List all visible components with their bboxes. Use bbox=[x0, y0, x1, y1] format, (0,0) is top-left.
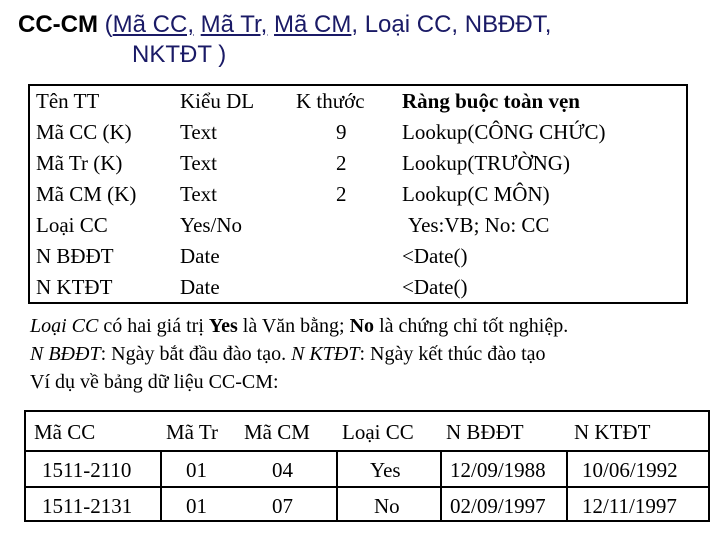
table-cell: No bbox=[374, 494, 400, 518]
schema-table bbox=[28, 84, 688, 304]
schema-cell: 2 bbox=[336, 182, 347, 206]
schema-cell: Lookup(CÔNG CHỨC) bbox=[402, 120, 606, 144]
schema-header-type: Kiểu DL bbox=[180, 89, 255, 113]
schema-cell: Mã CM (K) bbox=[36, 182, 137, 206]
page-title bbox=[18, 10, 708, 70]
header-cell: Mã Tr bbox=[166, 420, 218, 444]
term-n-bddt: N BĐĐT bbox=[30, 343, 101, 365]
title-attrs: , Loại CC, NBĐĐT, bbox=[351, 11, 552, 38]
schema-header-name: Tên TT bbox=[36, 89, 100, 113]
schema-cell: Yes:VB; No: CC bbox=[408, 213, 550, 237]
table-cell: 1511-2131 bbox=[42, 494, 133, 518]
header-cell: Mã CC bbox=[34, 420, 96, 444]
schema-cell: Date bbox=[180, 244, 220, 268]
schema-col-constraint bbox=[402, 86, 606, 303]
title-key-ma-tr: Mã Tr, bbox=[200, 11, 268, 38]
table-cell: 07 bbox=[272, 494, 293, 518]
schema-cell: 2 bbox=[336, 151, 347, 175]
desc-text: là Văn bằng; bbox=[237, 315, 350, 337]
schema-cell: Lookup(C MÔN) bbox=[402, 182, 550, 206]
term-no: No bbox=[349, 315, 375, 337]
title-line2: NKTĐT ) bbox=[132, 41, 227, 68]
table-cell: 04 bbox=[272, 458, 293, 482]
schema-cell: Loại CC bbox=[36, 213, 108, 237]
schema-col-type bbox=[180, 86, 254, 303]
table-header-row bbox=[26, 414, 708, 450]
schema-cell: Yes/No bbox=[180, 213, 243, 237]
schema-cell: 9 bbox=[336, 120, 347, 144]
schema-cell: Date bbox=[180, 275, 220, 299]
data-table bbox=[24, 410, 710, 522]
table-cell: 01 bbox=[186, 494, 207, 518]
schema-col-size bbox=[296, 86, 365, 210]
table-cell: 1511-2110 bbox=[42, 458, 132, 482]
description bbox=[30, 312, 710, 396]
schema-cell: Lookup(TRƯỜNG) bbox=[402, 151, 570, 175]
schema-cell: N BĐĐT bbox=[36, 244, 114, 268]
table-row bbox=[26, 450, 708, 486]
header-cell: Loại CC bbox=[342, 420, 414, 444]
schema-cell: Text bbox=[180, 182, 218, 206]
schema-cell: Text bbox=[180, 120, 218, 144]
table-cell: 01 bbox=[186, 458, 207, 482]
description-line-1 bbox=[30, 312, 710, 340]
schema-cell: Mã CC (K) bbox=[36, 120, 132, 144]
schema-header-constraint: Ràng buộc toàn vẹn bbox=[402, 89, 580, 113]
table-row bbox=[26, 486, 708, 522]
desc-text: có hai giá trị bbox=[98, 315, 209, 337]
schema-cell: <Date() bbox=[402, 275, 468, 299]
schema-cell: Mã Tr (K) bbox=[36, 151, 123, 175]
header-cell: Mã CM bbox=[244, 420, 310, 444]
desc-text: là chứng chỉ tốt nghiệp. bbox=[374, 315, 569, 337]
schema-cell: <Date() bbox=[402, 244, 468, 268]
table-cell: Yes bbox=[370, 458, 401, 482]
title-key-ma-cm: Mã CM bbox=[274, 11, 352, 38]
description-line-3: Ví dụ về bảng dữ liệu CC-CM: bbox=[30, 371, 279, 393]
table-cell: 12/11/1997 bbox=[582, 494, 677, 518]
schema-cell: N KTĐT bbox=[36, 275, 113, 299]
title-entity: CC-CM bbox=[18, 11, 98, 38]
table-cell: 02/09/1997 bbox=[450, 494, 546, 518]
table-cell: 12/09/1988 bbox=[450, 458, 546, 482]
title-key-ma-cc: Mã CC, bbox=[112, 11, 194, 38]
term-yes: Yes bbox=[208, 315, 238, 337]
schema-cell: Text bbox=[180, 151, 218, 175]
term-n-ktdt: N KTĐT bbox=[291, 343, 360, 365]
header-cell: N BĐĐT bbox=[446, 420, 524, 444]
table-cell: 10/06/1992 bbox=[582, 458, 678, 482]
title-paren: ( bbox=[97, 11, 113, 38]
schema-col-name bbox=[36, 86, 136, 303]
schema-header-size: K thước bbox=[296, 89, 365, 113]
desc-text: : Ngày bắt đầu đào tạo. bbox=[100, 343, 292, 365]
header-cell: N KTĐT bbox=[574, 420, 651, 444]
description-line-2 bbox=[30, 340, 710, 368]
term-loai-cc: Loại CC bbox=[30, 315, 99, 337]
desc-text: : Ngày kết thúc đào tạo bbox=[359, 343, 546, 365]
